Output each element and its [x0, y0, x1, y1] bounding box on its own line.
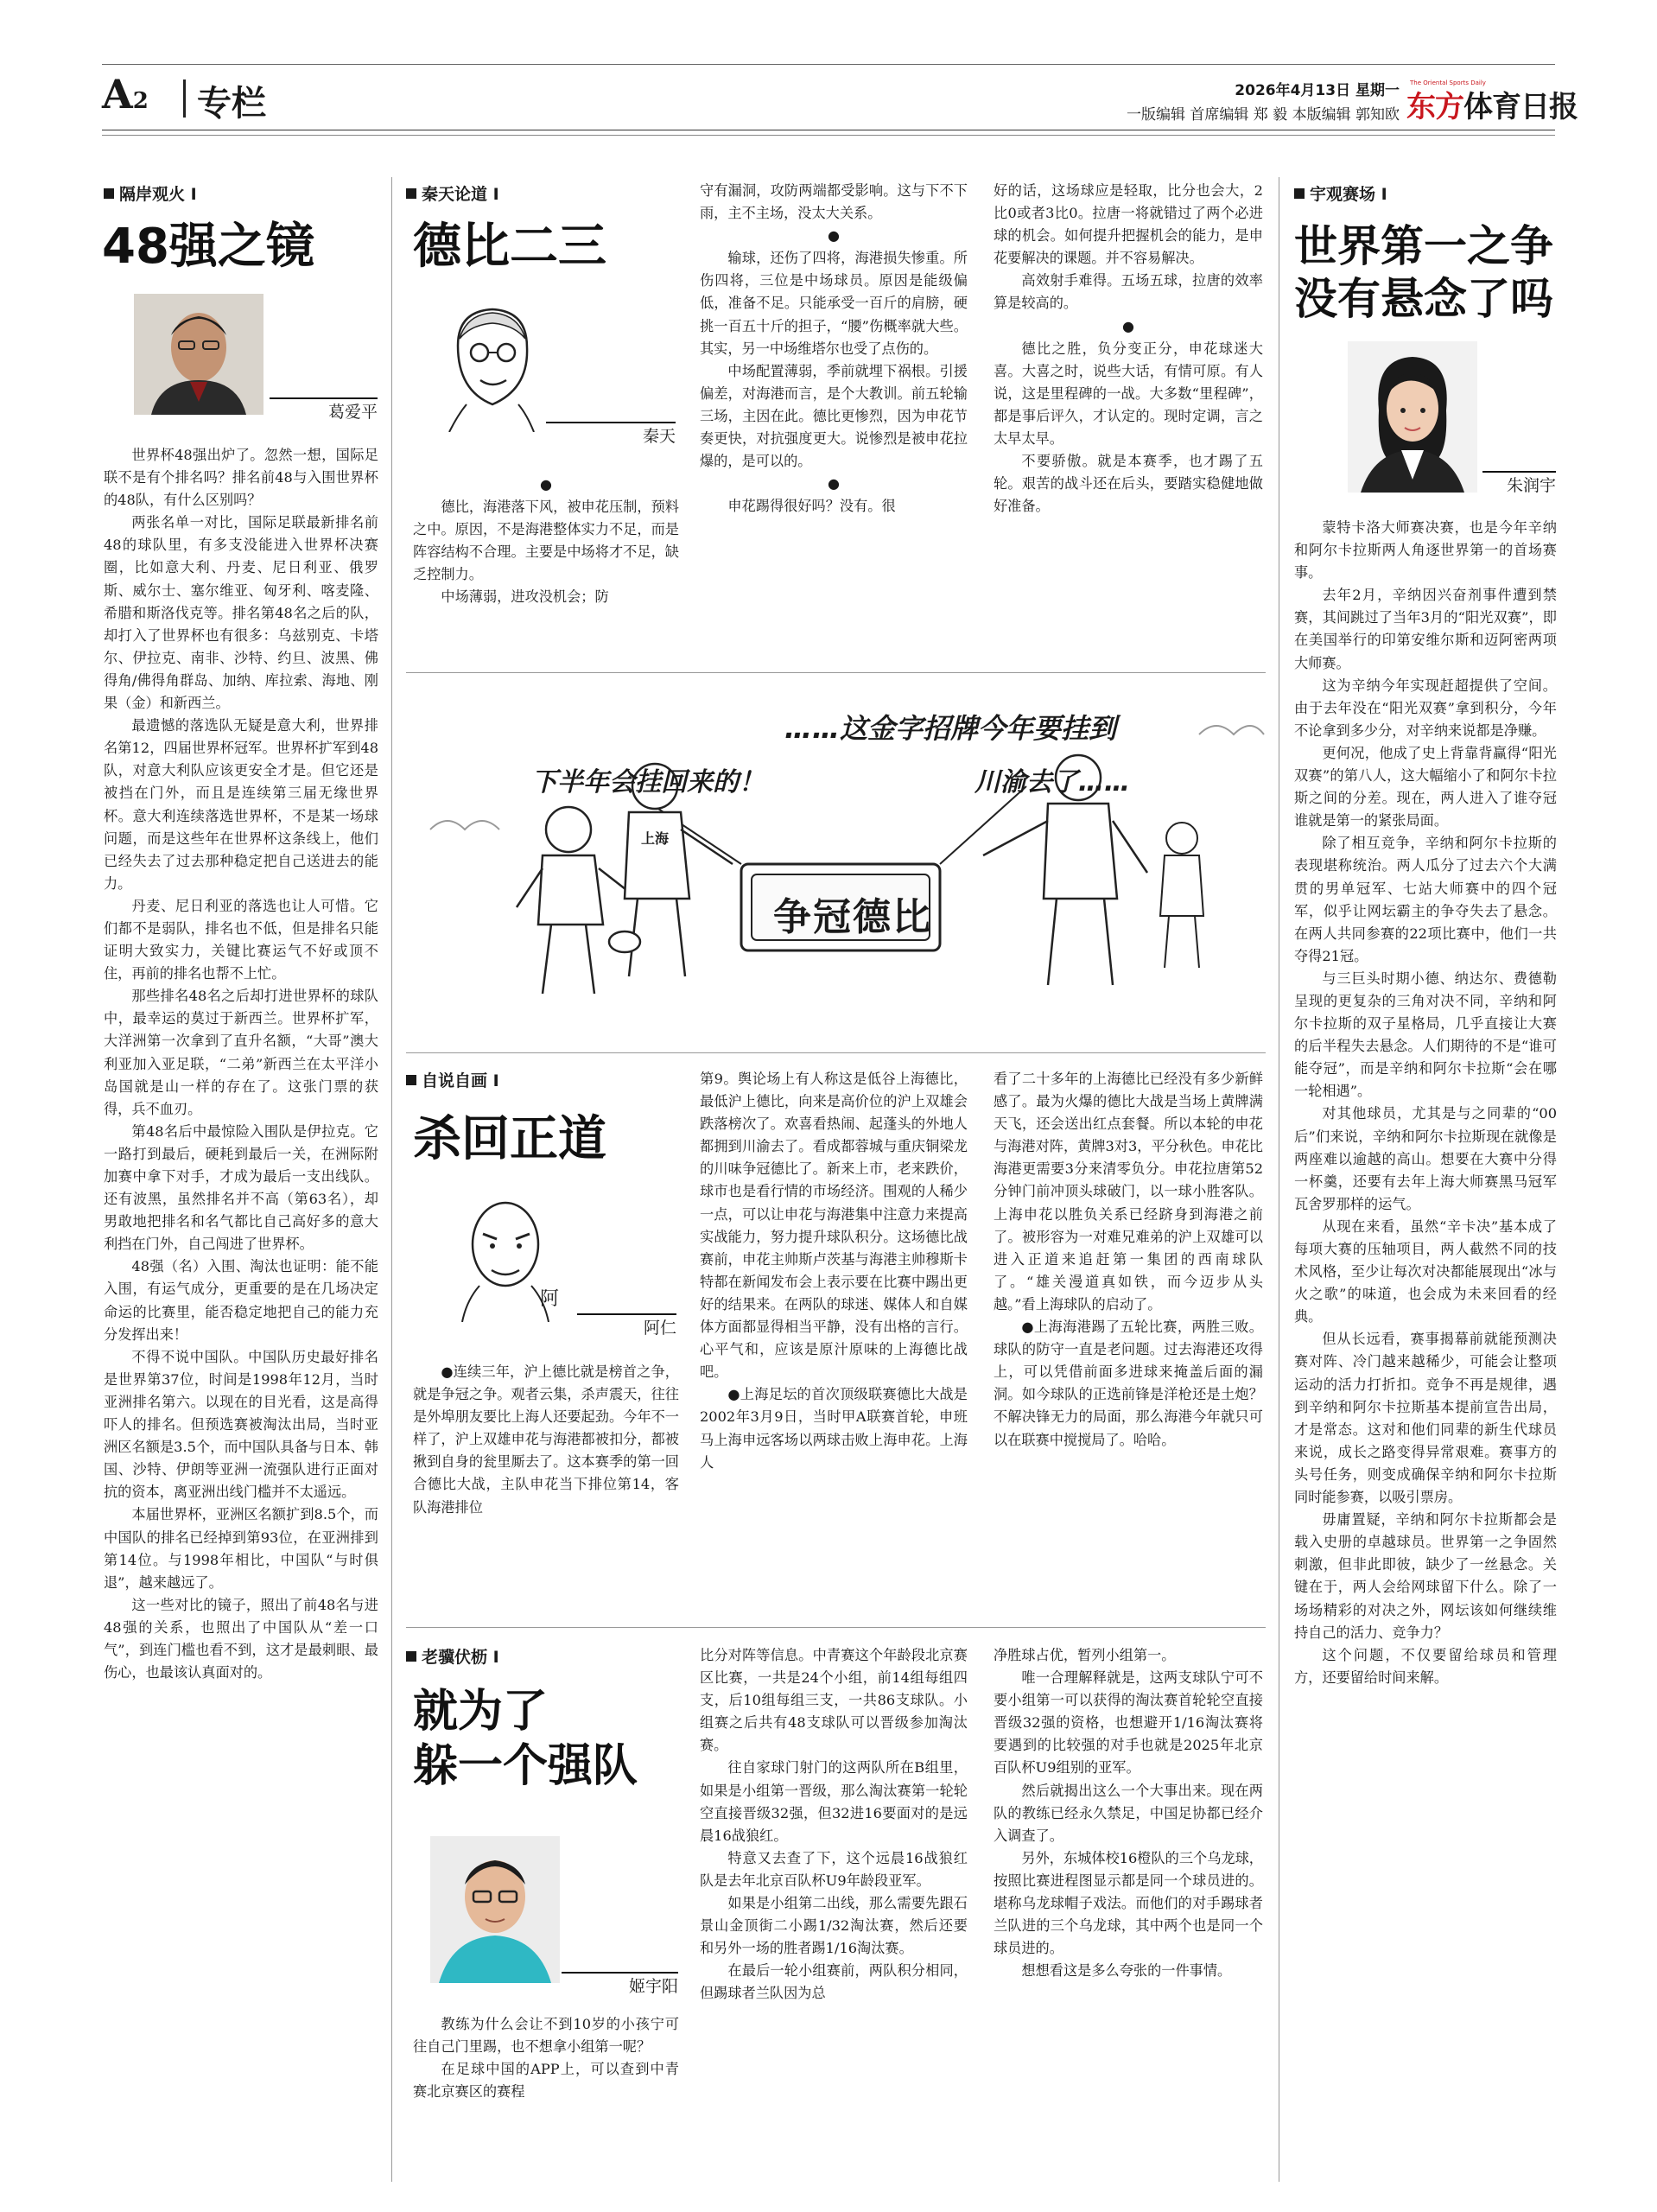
paragraph: 丹麦、尼日利亚的落选也让人可惜。它们都不是弱队，排名也不低，但是排名只能证明大致实力，关键比赛运气不好或顶不住，再前的排名也帮不上忙。	[104, 897, 378, 982]
article-body-48	[104, 444, 378, 2183]
paragraph: 如果是小组第二出线，那么需要先跟石景山金顶街二小踢1/32淘汰赛，然后还要和另外一场的胜者踢1/16淘汰赛。	[700, 1895, 968, 1957]
paragraph: 看了二十多年的上海德比已经没有多少新鲜感了。最为火爆的德比大战是当场上黄牌满天飞，还会送出红点套餐。所以本轮的申花与海港对阵，黄牌3对3，平分秋色。申花比海港更需要3分来清零负分。申花拉唐第52分钟门前冲顶头球破门，以一球小胜客队。上海申花以胜负关系已经跻身到海港之前了。被形容为一对难兄难弟的沪上双雄可以进入正道来追赶第一集团的西南球队了。“雄关漫道真如铁，而今迈步从头越。”看上海球队的启动了。	[994, 1071, 1263, 1313]
paragraph: ●连续三年，沪上德比就是榜首之争，就是争冠之争。观者云集，杀声震天，往往是外埠朋友要比上海人还要起劲。今年不一样了，沪上双雄申花与海港都被扣分，都被揪到自身的瓮里厮去了。这本赛季的第一回合德比大战，主队申花当下排位第14，客队海港排位	[413, 1363, 679, 1516]
bullet-dot: ●	[540, 476, 552, 493]
cartoon-sign-text: 争冠德比	[773, 895, 932, 939]
paragraph: 好的话，这场球应是轻取，比分也会大，2比0或者3比0。拉唐一将就错过了两个必进球的机会。如何提升把握机会的能力，是申花要解决的课题。并不容易解决。	[994, 182, 1263, 267]
cartoon-caption-left: 下半年会挂回来的！	[531, 767, 765, 798]
paragraph: 比分对阵等信息。中青赛这个年龄段北京赛区比赛，一共是24个小组，前14组每组四支，后10组每组三支，一共86支球队。小组赛之后共有48支球队可以晋级参加淘汰赛。	[700, 1647, 968, 1754]
author-byline-aren: 阿仁	[577, 1313, 676, 1334]
editors-line: 一版编辑 首席编辑 郑 毅 本版编辑 郭知欧	[1126, 106, 1400, 124]
bullet-dot: ●	[1122, 317, 1134, 334]
article-body-derby-part2	[700, 180, 968, 664]
paragraph: 特意又去查了下，这个远晨16战狼红队是去年北京百队杯U9年龄段亚军。	[700, 1849, 968, 1889]
article-body-derby-part3	[994, 180, 1263, 664]
author-photo-geaiping	[134, 294, 263, 415]
author-sketch-qintian	[432, 294, 549, 432]
article-body-avoid-part1	[413, 2013, 679, 2182]
cartoon-caption-right: 川渝去了……	[975, 767, 1130, 798]
author-byline-zhurunyu: 朱润宇	[1482, 471, 1556, 492]
paragraph: 在最后一轮小组赛前，两队积分相同，但踢球者兰队因为总	[700, 1962, 968, 2002]
paragraph: 本届世界杯，亚洲区名额扩到8.5个，而中国队的排名已经掉到第93位，在亚洲排到第14位。与1998年相比，中国队“与时俱退”，越来越远了。	[104, 1506, 378, 1591]
paragraph: 蒙特卡洛大师赛决赛，也是今年辛纳和阿尔卡拉斯两人角逐世界第一的首场赛事。	[1294, 519, 1557, 582]
paragraph: 更何况，他成了史上背靠背赢得“阳光双赛”的第八人，这大幅缩小了和阿尔卡拉斯之间的分差。现在，两人进入了谁夺冠谁就是第一的紧张局面。	[1294, 744, 1557, 830]
svg-text:阿: 阿	[540, 1288, 560, 1310]
paragraph: 在足球中国的APP上，可以查到中青赛北京赛区的赛程	[413, 2061, 679, 2101]
logo-english: The Oriental Sports Daily	[1410, 79, 1486, 86]
paragraph: 世界杯48强出炉了。忽然一想，国际足联不是有个排名吗？排名前48与入围世界杯的48队，有什么区别吗？	[104, 447, 378, 509]
article-body-return-part3	[994, 1068, 1263, 1621]
paragraph: ●上海足坛的首次顶级联赛德比大战是2002年3月9日，当时甲A联赛首轮，申班马上海申远客场以两球击败上海申花。上海人	[700, 1386, 968, 1471]
paragraph: 教练为什么会让不到10岁的小孩宁可往自己门里踢，也不想拿小组第一呢？	[413, 2016, 679, 2056]
paragraph: 对其他球员，尤其是与之同辈的“00后”们来说，辛纳和阿尔卡拉斯现在就像是两座难以逾越的高山。想要在大赛中分得一杯羹，还要有去年上海大师赛黑马冠军瓦舍罗那样的运气。	[1294, 1105, 1557, 1212]
bullet-dot: ●	[828, 227, 840, 245]
paragraph: 与三巨头时期小德、纳达尔、费德勒呈现的更复杂的三角对决不同，辛纳和阿尔卡拉斯的双子星格局，几乎直接让大赛的后半程失去悬念。人们期待的不是“谁可能夺冠”，而是辛纳和阿尔卡拉斯“会在哪一轮相遇”。	[1294, 969, 1557, 1100]
paragraph: 从现在来看，虽然“辛卡决”基本成了每项大赛的压轴项目，两人截然不同的技术风格，至少让每次对决都能展现出“冰与火之歌”的味道，也会成为未来回看的经典。	[1294, 1217, 1557, 1325]
title-line: 躲一个强队	[413, 1740, 638, 1793]
paragraph: 这一些对比的镜子，照出了前48名与进48强的关系，也照出了中国队从“差一口气”，到连门槛也看不到，这才是最刺眼、最伤心，也最该认真面对的。	[104, 1596, 378, 1681]
paragraph: 德比之胜，负分变正分，申花球迷大喜。大喜之时，说些大话，有情可原。有人说，这是里程碑的一战。大多数“里程碑”，都是事后评久，才认定的。现时定调，言之太早太早。	[994, 340, 1263, 448]
paragraph: 输球，还伤了四将，海港损失惨重。所伤四将，三位是中场球员。原因是能级偏低，准备不足。只能承受一百斤的肩膀，硬挑一百五十斤的担子，“腰”伤概率就大些。其实，另一中场维塔尔也受了点伤的。	[700, 250, 968, 357]
author-byline-qintian: 秦天	[546, 422, 676, 442]
article-body-return-part2	[700, 1068, 968, 1621]
article-body-avoid-part3	[994, 1644, 1263, 2182]
paragraph: 不要骄傲。就是本赛季，也才踢了五轮。艰苦的战斗还在后头，要踏实稳健地做好准备。	[994, 453, 1263, 515]
paragraph: 高效射手难得。五场五球，拉唐的效率算是较高的。	[994, 272, 1263, 312]
section-title: 专栏	[197, 84, 266, 124]
cartoon-shirt-label: 上海	[641, 830, 670, 847]
author-photo-zhurunyu	[1348, 341, 1477, 493]
column-tag-zhurunyu: 宇观赛场 Ⅰ	[1294, 181, 1387, 205]
paragraph: 但从长远看，赛事揭幕前就能预测决赛对阵、冷门越来越稀少，可能会让整项运动的活力打折扣。竞争不再是规律，遇到辛纳和阿尔卡拉斯基本提前宣告出局，才是常态。这对和他们同辈的新生代球员来说，成长之路变得异常艰难。赛事方的头号任务，则变成确保辛纳和阿尔卡拉斯同时能参赛，以吸引票房。	[1294, 1331, 1557, 1506]
paragraph: 不得不说中国队。中国队历史最好排名是世界第37位，时间是1998年12月，当时亚洲排名第六。以现在的目光看，这是高得吓人的排名。但预选赛被淘汰出局，当时亚洲区名额是3.5个，而中国队具备与日本、韩国、沙特、伊朗等亚洲一流强队进行正面对抗的资本，离亚洲出线门槛并不太遥远。	[104, 1348, 378, 1501]
bullet-dot: ●	[828, 475, 840, 493]
author-byline-jiyuyang: 姬宇阳	[562, 1972, 678, 1993]
title-line: 没有悬念了吗	[1294, 274, 1553, 324]
paragraph: 中场薄弱，进攻没机会；防	[441, 588, 609, 606]
article-body-derby-part1	[413, 474, 679, 664]
article-title-return: 杀回正道	[413, 1111, 606, 1167]
paragraph: 那些排名48名之后却打进世界杯的球队中，最幸运的莫过于新西兰。世界杯扩军，大洋洲第一次拿到了直升名额，“大哥”澳大利亚加入亚足联，“二弟”新西兰在太平洋小岛国就是山一样的存在了。这张门票的获得，兵不血刃。	[104, 988, 378, 1117]
paragraph: 唯一合理解释就是，这两支球队宁可不要小组第一可以获得的淘汰赛首轮轮空直接晋级32强的资格，也想避开1/16淘汰赛将要遇到的比较强的对手也就是2025年北京百队杯U9组别的亚军。	[994, 1669, 1263, 1777]
paragraph: 第48名后中最惊险入围队是伊拉克。它一路打到最后，硬耗到最后一关，在洲际附加赛中拿下对手，才成为最后一支出线队。还有波黑，虽然排名并不高（第63名），却男敢地把排名和名气都比自己高好多的意大利挡在门外，自己闯进了世界杯。	[104, 1122, 378, 1253]
cartoon-caption-top: ……这金字招牌今年要挂到	[784, 712, 1117, 745]
article-body-avoid-part2	[700, 1644, 968, 2182]
page-digit: 2	[132, 88, 149, 114]
paragraph: 然后就揭出这么一个大事出来。现在两队的教练已经永久禁足，中国足协都已经介入调查了。	[994, 1782, 1263, 1844]
paragraph: ●上海海港踢了五轮比赛，两胜三败。球队的防守一直是老问题。过去海港还攻得上，可以凭借前面多进球来掩盖后面的漏洞。如今球队的正选前锋是洋枪还是土炮？不解决锋无力的局面，那么海港今年就只可以在联赛中搅搅局了。哈哈。	[994, 1319, 1263, 1448]
paragraph: 这为辛纳今年实现赶超提供了空间。由于去年没在“阳光双赛”拿到积分，今年不论拿到多少分，对辛纳来说都是净赚。	[1294, 677, 1557, 739]
paragraph: 德比，海港落下风，被申花压制，预料之中。原因，不是海港整体实力不足，而是阵容结构不合理。主要是中场将才不足，缺乏控制力。	[413, 499, 679, 583]
newspaper-logo	[1406, 83, 1578, 125]
paragraph: 想想看这是多么夸张的一件事情。	[1021, 1962, 1232, 1980]
paragraph: 最遗憾的落选队无疑是意大利，世界排名第12，四届世界杯冠军。世界杯扩军到48队，对意大利队应该更安全才是。但它还是被挡在门外，而且是连续第三届无缘世界杯。意大利连续落选世界杯，不是某一场球问题，而是这些年在世界杯这条线上，他们已经失去了过去那种稳定把自己送进去的能力。	[104, 717, 378, 892]
paragraph: 除了相互竞争，辛纳和阿尔卡拉斯的表现堪称统治。两人瓜分了过去六个大满贯的男单冠军、七站大师赛中的四个冠军，似乎让网坛霸主的争夺失去了悬念。在两人共同参赛的22项比赛中，他们一共夺得21冠。	[1294, 835, 1557, 964]
paragraph: 另外，东城体校16橙队的三个乌龙球，按照比赛进程图显示都是同一个球员进的。堪称乌龙球帽子戏法。而他们的对手踢球者兰队进的三个乌龙球，其中两个也是同一个球员进的。	[994, 1849, 1263, 1957]
fan-figure-far-right	[1160, 823, 1203, 968]
issue-date: 2026年4月13日 星期一	[1235, 82, 1400, 99]
author-byline-geaiping: 葛爱平	[270, 397, 378, 418]
paragraph: 守有漏洞，攻防两端都受影响。这与下不下雨，主不主场，没太大关系。	[700, 182, 968, 222]
paragraph: 48强（名）入围、淘汰也证明：能不能入围，有运气成分，更重要的是在几场决定命运的比赛里，能否稳定地把自己的能力充分发挥出来！	[104, 1258, 378, 1343]
column-tag-geaiping: 隔岸观火 Ⅰ	[104, 181, 197, 205]
paragraph: 毋庸置疑，辛纳和阿尔卡拉斯都会是载入史册的卓越球员。世界第一之争固然刺激，但非此即彼，缺少了一丝悬念。关键在于，两人会给网球留下什么。除了一场场精彩的对决之外，网坛该如何继续维持自己的活力、竞争力？	[1294, 1511, 1557, 1641]
article-title-world-no1	[1294, 220, 1553, 326]
logo-red: 东方	[1406, 90, 1463, 124]
author-photo-jiyuyang	[430, 1836, 560, 1983]
paragraph: 往自家球门射门的这两队所在B组里，如果是小组第一晋级，那么淘汰赛第一轮轮空直接晋级32强，但32进16要面对的是远晨16战狼红。	[700, 1759, 968, 1844]
article-body-return-part1	[413, 1361, 679, 1620]
paragraph: 去年2月，辛纳因兴奋剂事件遭到禁赛，其间跳过了当年3月的“阳光双赛”，即在美国举行的印第安维尔斯和迈阿密两项大师赛。	[1294, 587, 1557, 671]
article-title-48: 48强之镜	[102, 219, 314, 275]
paragraph: 净胜球占优，暂列小组第一。	[994, 1647, 1176, 1663]
author-sketch-aren	[445, 1184, 575, 1322]
article-body-world-no1	[1294, 517, 1557, 2184]
paragraph: 两张名单一对比，国际足联最新排名前48的球队里，有多支没能进入世界杯决赛圈，比如意大利、丹麦、尼日利亚、俄罗斯、威尔士、塞尔维亚、匈牙利、喀麦隆、希腊和斯洛伐克等。排名第48名之后的队，却打入了世界杯也有很多：乌兹别克、卡塔尔、伊拉克、南非、沙特、约旦、波黑、佛得角/佛得角群岛、加纳、库拉索、海地、刚果（金）和新西兰。	[104, 514, 378, 712]
column-tag-jiyuyang: 老骥伏枥 Ⅰ	[406, 1644, 499, 1668]
title-line: 世界第一之争	[1294, 221, 1553, 271]
title-line: 就为了	[413, 1686, 549, 1738]
paragraph: 这个问题，不仅要留给球员和管理方，还要留给时间来解。	[1294, 1646, 1557, 1686]
header-divider	[183, 79, 186, 118]
column-tag-aren: 自说自画 Ⅰ	[406, 1068, 499, 1091]
column-tag-qintian: 秦天论道 Ⅰ	[406, 181, 499, 205]
article-title-avoid	[413, 1685, 638, 1795]
paragraph: 申花踢得很好吗？没有。很	[727, 498, 896, 515]
fan-figure-left	[517, 807, 638, 994]
paragraph: 中场配置薄弱，季前就埋下祸根。引援偏差，对海港而言，是个大教训。前五轮输三场，主因在此。德比更惨烈，因为申花节奏更快，对抗强度更大。说惨烈是被申花拉爆的，是可以的。	[700, 362, 968, 470]
paragraph: 第9。舆论场上有人称这是低谷上海德比，最低沪上德比，向来是高价位的沪上双雄会跌落榜次了。欢喜看热闹、起蓬头的外地人都拥到川渝去了。看成都蓉城与重庆铜梁龙的川味争冠德比了。新来上市，老来跌价，球市也是看行情的市场经济。围观的人稀少一点，可以让申花与海港集中注意力来提高实战能力，努力提升球队积分。这场德比战赛前，申花主帅斯卢茨基与海港主帅穆斯卡特都在新闻发布会上表示要在比赛中踢出更好的结果来。在两队的球迷、媒体人和自媒体方面都显得相当平静，没有出格的言行。心平气和，应该是原汁原味的上海德比战吧。	[700, 1071, 968, 1381]
logo-black: 体育日报	[1463, 90, 1578, 124]
page-letter: A	[102, 71, 133, 118]
article-title-derby: 德比二三	[413, 219, 606, 275]
page-number	[102, 71, 149, 118]
